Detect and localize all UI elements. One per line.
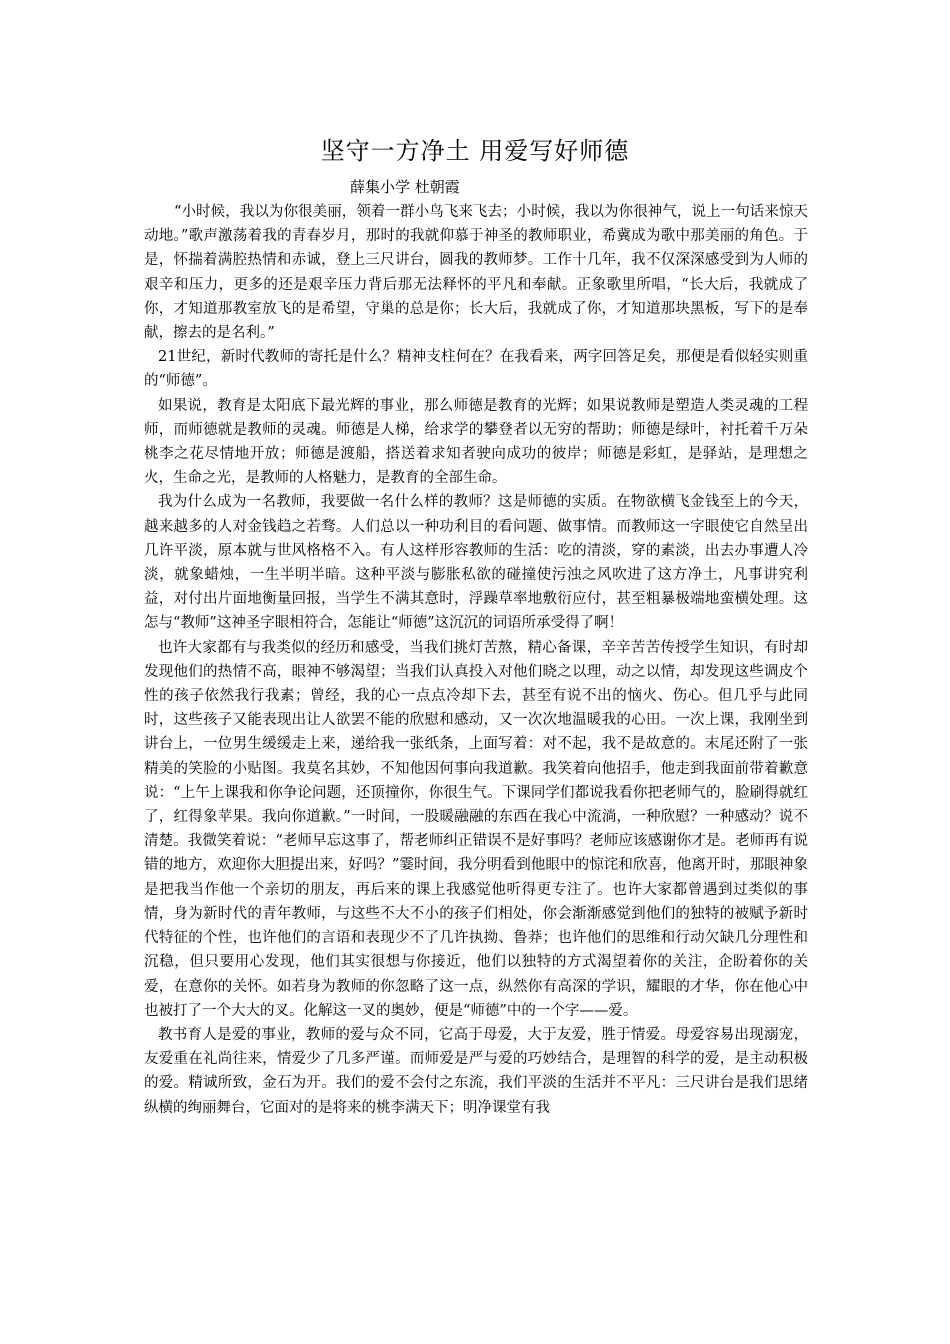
- document-body: [144, 200, 808, 1120]
- paragraph-teacher-love: 教书育人是爱的事业，教师的爱与众不同，它高于母爱，大于友爱，胜于情爱。母爱容易出现溺宠，友爱重在礼尚往来，情爱少了几多严谨。而师爱是严与爱的巧妙结合，是理智的科学的爱，是主动积极的爱。精诚所致，金石为开。我们的爱不会付之东流，我们平淡的生活并不平凡：三尺讲台是我们思绪纵横的绚丽舞台，它面对的是将来的桃李满天下；明净课堂有我: [144, 1026, 808, 1116]
- author-byline: 薛集小学 杜朝霞: [350, 178, 460, 196]
- paragraph-why-teacher: 我为什么成为一名教师，我要做一名什么样的教师？这是师德的实质。在物欲横飞金钱至上的今天，越来越多的人对金钱趋之若骛。人们总以一种功利目的看问题、做事情。而教师这一字眼使它自然呈出几许平淡，原本就与世风格格不入。有人这样形容教师的生活：吃的清淡，穿的素淡，出去办事遭人冷淡，就象蜡烛，一生半明半暗。这种平淡与膨胀私欲的碰撞使污浊之风吹进了这方净土，凡事讲究利益，对付出片面地衡量回报，当学生不满其意时，浮躁草率地敷衍应付，甚至粗暴极端地蛮横处理。这怎与“教师”这神圣字眼相符合，怎能让“师德”这沉沉的词语所承受得了啊！: [144, 494, 808, 632]
- paragraph-teacher-ethics-question: 21世纪，新时代教师的寄托是什么？精神支柱何在？在我看来，两字回答足矣，那便是看似轻实则重的“师德”。: [144, 349, 808, 390]
- paragraph-student-story: 也许大家都有与我类似的经历和感受，当我们挑灯苦熬，精心备课，辛辛苦苦传授学生知识，有时却发现他们的热情不高，眼神不够渴望；当我们认真投入对他们晓之以理，动之以情，却发现这些调皮个性的孩子依然我行我素；曾经，我的心一点点冷却下去，甚至有说不出的恼火、伤心。但几乎与此同时，这些孩子又能表现出让人欲罢不能的欣慰和感动，又一次次地温暖我的心田。一次上课，我刚坐到讲台上，一位男生缓缓走上来，递给我一张纸条，上面写着：对不起，我不是故意的。末尾还附了一张精美的笑脸的小贴图。我莫名其妙，不知他因何事向我道歉。我笑着向他招手，他走到我面前带着歉意说：“上午上课我和你争论问题，还顶撞你，你很生气。下课同学们都说我看你把老师气的，脸刷得就红了，红得象苹果。我向你道歉。”一时间，一股暖融融的东西在我心中流淌，一种欣慰？一种感动？说不清楚。我微笑着说：“老师早忘这事了，帮老师纠正错误不是好事吗？老师应该感谢你才是。老师再有说错的地方，欢迎你大胆提出来，好吗？”霎时间，我分明看到他眼中的惊诧和欣喜，他离开时，那眼神象是把我当作他一个亲切的朋友，再后来的课上我感觉他听得更专注了。也许大家都曾遇到过类似的事情，身为新时代的青年教师，与这些不大不小的孩子们相处，你会渐渐感觉到他们的独特的被赋予新时代特征的个性，也许他们的言语和表现少不了几许执拗、鲁莽；也许他们的思维和行动欠缺几分理性和沉稳，但只要用心发现，他们其实很想与你接近，他们以独特的方式渴望着你的关注，企盼着你的关爱，在意你的关怀。如若身为教师的你忽略了这一点，纵然你有高深的学识，耀眼的才华，你在他心中也被打了一个大大的叉。化解这一叉的奥妙，便是“师德”中的一个字——爱。: [144, 639, 808, 1019]
- paragraph-ethics-metaphors: 如果说，教育是太阳底下最光辉的事业，那么师德是教育的光辉；如果说教师是塑造人类灵魂的工程师，而师德就是教师的灵魂。师德是人梯，给求学的攀登者以无穷的帮助；师德是绿叶，衬托着千万朵桃李之花尽情地开放；师德是渡船，搭送着求知者驶向成功的彼岸；师德是彩虹，是驿站，是理想之火，生命之光，是教师的人格魅力，是教育的全部生命。: [144, 397, 808, 487]
- document-title: 坚守一方净土 用爱写好师德: [320, 137, 630, 165]
- paragraph-song-memory: “小时候，我以为你很美丽，领着一群小鸟飞来飞去；小时候，我以为你很神气，说上一句话来惊天动地。”歌声激荡着我的青春岁月，那时的我就仰慕于神圣的教师职业，希冀成为歌中那美丽的角色。于是，怀揣着满腔热情和赤诚，登上三尺讲台，圆我的教师梦。工作十几年，我不仅深深感受到为人师的艰辛和压力，更多的还是艰辛压力背后那无法释怀的平凡和奉献。正象歌里所唱，“长大后，我就成了你，才知道那教室放飞的是希望，守巢的总是你；长大后，我就成了你，才知道那块黑板，写下的是奉献，擦去的是名利。”: [144, 204, 808, 342]
